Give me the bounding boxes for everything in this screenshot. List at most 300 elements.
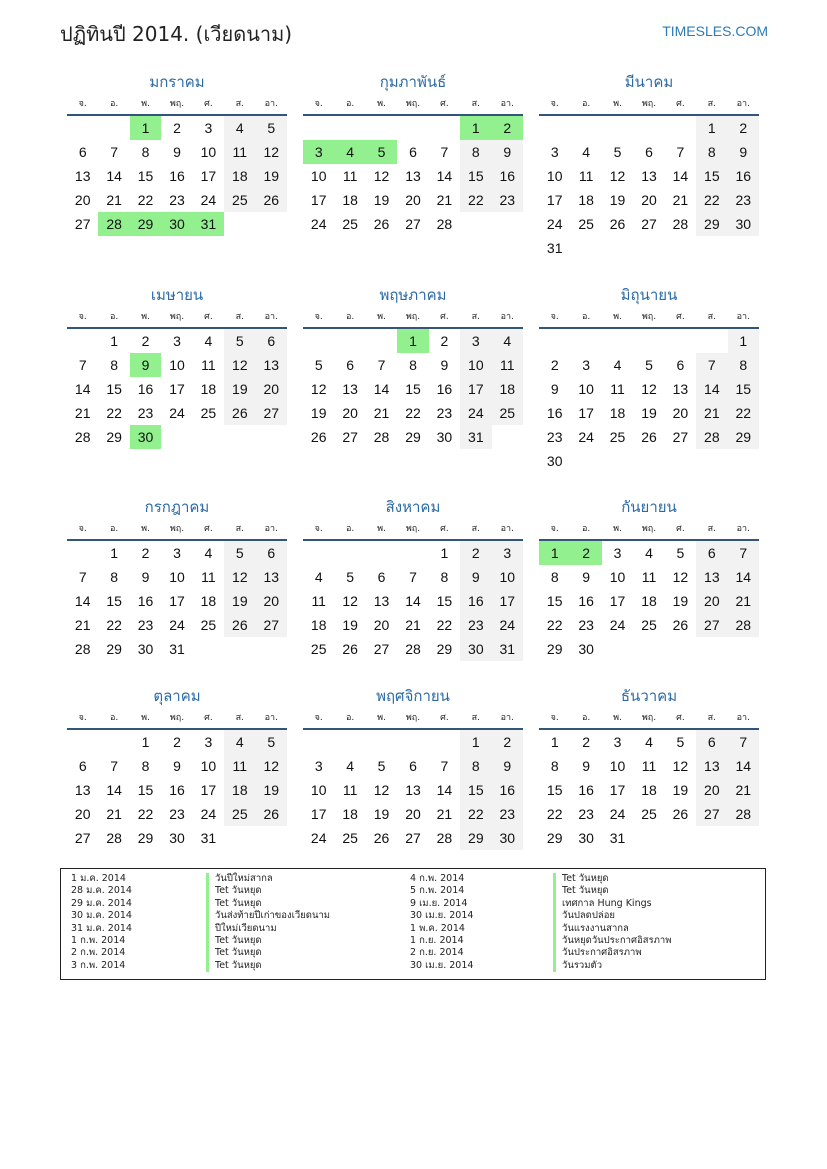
day-cell: 15 (405, 381, 421, 397)
empty-cell (602, 329, 633, 353)
day-cell: 28 (696, 425, 727, 449)
empty-cell (429, 730, 460, 754)
day-cell: 3 (550, 144, 559, 160)
weekday-label: ศ. (440, 99, 449, 109)
day-cell: 16 (436, 381, 453, 397)
legend-holiday-name: Tet วันหยุด (206, 898, 330, 910)
day-cell: 1 (130, 116, 161, 140)
empty-cell (67, 730, 98, 754)
day-cell: 29 (546, 830, 563, 846)
day-cell: 4 (613, 357, 622, 373)
day-cell: 4 (204, 333, 213, 349)
day-cell: 5 (676, 545, 685, 561)
day-cell: 16 (169, 782, 185, 798)
day-cell: 5 (676, 734, 685, 750)
weekday-label: ส. (707, 99, 716, 109)
month-block (539, 684, 759, 850)
empty-cell (539, 329, 570, 353)
day-cell: 25 (641, 617, 657, 633)
day-cell: 14 (106, 782, 122, 798)
day-cell: 18 (578, 192, 594, 208)
day-cell: 9 (728, 140, 759, 164)
weekday-label: ส. (471, 312, 480, 322)
month-title: สิงหาคม (385, 498, 441, 516)
day-cell: 16 (578, 782, 594, 798)
day-cell: 15 (546, 593, 563, 609)
day-cell: 7 (676, 144, 685, 160)
weekday-label: ศ. (204, 312, 213, 322)
weekday-label: ส. (235, 713, 244, 723)
day-cell: 30 (460, 637, 491, 661)
weekday-label: จ. (550, 524, 559, 534)
legend-holiday-name: Tet วันหยุด (206, 935, 330, 947)
month-block (539, 70, 759, 260)
weekday-label: อา. (736, 713, 750, 723)
day-cell: 8 (460, 754, 491, 778)
day-cell: 26 (256, 802, 287, 826)
weekday-label: อา. (736, 312, 750, 322)
day-cell: 18 (310, 617, 327, 633)
day-cell: 28 (405, 641, 421, 657)
day-cell: 24 (460, 401, 491, 425)
day-cell: 11 (224, 754, 255, 778)
day-cell: 13 (256, 353, 287, 377)
day-cell: 13 (256, 565, 287, 589)
day-cell: 11 (311, 593, 326, 609)
day-cell: 4 (645, 545, 653, 561)
day-cell: 6 (409, 758, 417, 774)
month-block (67, 495, 287, 661)
day-cell: 8 (141, 144, 150, 160)
legend-dates-right (410, 873, 473, 972)
day-cell: 24 (578, 429, 594, 445)
day-cell: 13 (74, 782, 91, 798)
weekday-label: อา. (500, 99, 514, 109)
day-cell: 5 (314, 357, 323, 373)
day-cell: 17 (460, 377, 491, 401)
day-cell: 7 (78, 569, 87, 585)
day-cell: 17 (609, 782, 626, 798)
weekday-label: ศ. (676, 713, 685, 723)
day-cell: 7 (377, 357, 386, 373)
day-cell: 31 (200, 830, 217, 846)
weekday-label: ศ. (204, 99, 213, 109)
day-cell: 17 (200, 782, 217, 798)
day-grid (67, 116, 287, 236)
day-cell: 25 (310, 641, 327, 657)
weekday-label: พ. (613, 312, 622, 322)
day-cell: 22 (546, 806, 563, 822)
day-cell: 27 (405, 216, 421, 232)
day-cell: 3 (303, 140, 334, 164)
day-cell: 22 (137, 192, 154, 208)
day-cell: 4 (334, 140, 365, 164)
day-cell: 22 (106, 405, 122, 421)
weekday-label: ศ. (204, 524, 213, 534)
empty-cell (429, 116, 460, 140)
day-cell: 25 (342, 216, 358, 232)
day-grid (303, 541, 523, 661)
day-cell: 10 (169, 357, 185, 373)
day-cell: 6 (78, 144, 87, 160)
weekday-label: อ. (581, 312, 591, 322)
day-cell: 1 (460, 116, 491, 140)
day-cell: 26 (609, 216, 626, 232)
legend-holiday-name: Tet วันหยุด (553, 885, 671, 897)
empty-cell (397, 730, 428, 754)
day-cell: 19 (672, 782, 689, 798)
day-cell: 7 (110, 758, 119, 774)
legend-holiday-name: เทศกาล Hung Kings (553, 898, 671, 910)
day-cell: 31 (609, 830, 626, 846)
day-cell: 12 (641, 381, 657, 397)
day-cell: 26 (672, 617, 689, 633)
month-title: มกราคม (149, 73, 205, 91)
day-cell: 13 (74, 168, 91, 184)
month-block (539, 283, 759, 473)
day-cell: 2 (550, 357, 559, 373)
legend-holiday-name: วันแรงงานสากล (553, 923, 671, 935)
day-cell: 30 (137, 641, 154, 657)
empty-cell (98, 730, 129, 754)
month-block (67, 684, 287, 850)
day-cell: 29 (460, 826, 491, 850)
weekday-label: พฤ. (641, 524, 657, 534)
weekday-label: อ. (345, 99, 355, 109)
day-cell: 28 (74, 641, 91, 657)
day-cell: 14 (74, 593, 91, 609)
day-cell: 3 (492, 541, 523, 565)
day-cell: 4 (645, 734, 653, 750)
day-cell: 5 (224, 329, 255, 353)
day-cell: 29 (728, 425, 759, 449)
weekday-header (67, 519, 287, 541)
day-cell: 1 (550, 734, 559, 750)
day-cell: 8 (550, 758, 559, 774)
day-cell: 21 (672, 192, 689, 208)
day-cell: 13 (696, 565, 727, 589)
day-cell: 10 (310, 168, 327, 184)
legend-date: 30 เม.ย. 2014 (410, 910, 474, 922)
legend-holiday-name: วันประกาศอิสรภาพ (553, 947, 671, 959)
legend-holiday-name: ปีใหม่เวียดนาม (206, 923, 330, 935)
month-title: ธันวาคม (620, 687, 678, 705)
day-cell: 26 (641, 429, 657, 445)
day-cell: 18 (641, 593, 657, 609)
day-cell: 17 (310, 192, 327, 208)
weekday-label: พ. (141, 524, 150, 534)
day-cell: 9 (460, 565, 491, 589)
day-cell: 30 (169, 830, 185, 846)
empty-cell (334, 730, 365, 754)
day-cell: 6 (696, 541, 727, 565)
day-cell: 8 (110, 569, 119, 585)
legend-holiday-name: วันหยุดวันประกาศอิสรภาพ (553, 935, 671, 947)
weekday-label: ส. (235, 524, 244, 534)
day-cell: 31 (169, 641, 185, 657)
weekday-header (67, 307, 287, 329)
weekday-label: จ. (314, 713, 323, 723)
legend-holiday-name: วันส่งท้ายปีเก่าของเวียดนาม (206, 910, 330, 922)
day-grid (67, 730, 287, 850)
day-cell: 16 (728, 164, 759, 188)
day-cell: 15 (460, 164, 491, 188)
day-cell: 18 (200, 593, 217, 609)
day-cell: 15 (460, 778, 491, 802)
day-cell: 14 (728, 565, 759, 589)
day-cell: 22 (405, 405, 421, 421)
day-cell: 31 (492, 637, 523, 661)
day-cell: 5 (256, 730, 287, 754)
day-cell: 18 (224, 778, 255, 802)
day-grid (67, 329, 287, 449)
day-cell: 19 (342, 617, 358, 633)
weekday-label: พ. (377, 99, 386, 109)
legend-date: 2 ก.พ. 2014 (71, 947, 126, 959)
legend-date: 28 ม.ค. 2014 (71, 885, 132, 897)
day-cell: 9 (492, 754, 523, 778)
weekday-label: พ. (377, 312, 386, 322)
day-cell: 12 (310, 381, 327, 397)
weekday-label: พฤ. (169, 713, 185, 723)
weekday-label: พฤ. (405, 99, 421, 109)
weekday-label: ส. (235, 99, 244, 109)
day-cell: 24 (169, 617, 185, 633)
day-cell: 30 (578, 830, 594, 846)
day-cell: 20 (342, 405, 358, 421)
day-cell: 13 (672, 381, 689, 397)
day-cell: 19 (224, 377, 255, 401)
weekday-label: จ. (78, 713, 87, 723)
day-cell: 9 (141, 569, 150, 585)
day-cell: 28 (98, 212, 129, 236)
weekday-label: จ. (78, 312, 87, 322)
weekday-label: อา. (264, 99, 278, 109)
day-cell: 3 (204, 734, 213, 750)
legend-date: 1 พ.ค. 2014 (410, 922, 465, 934)
weekday-label: พฤ. (405, 312, 421, 322)
day-cell: 19 (224, 589, 255, 613)
day-cell: 18 (492, 377, 523, 401)
empty-cell (67, 541, 98, 565)
day-cell: 1 (728, 329, 759, 353)
day-cell: 22 (436, 617, 453, 633)
day-cell: 11 (641, 569, 657, 585)
day-grid (303, 730, 523, 850)
day-cell: 28 (728, 613, 759, 637)
weekday-label: พฤ. (169, 312, 185, 322)
day-cell: 2 (492, 730, 523, 754)
weekday-label: พฤ. (641, 99, 657, 109)
day-cell: 29 (436, 641, 453, 657)
day-cell: 1 (440, 545, 449, 561)
day-cell: 6 (676, 357, 685, 373)
weekday-label: พ. (141, 99, 150, 109)
empty-cell (334, 541, 365, 565)
day-cell: 10 (200, 758, 217, 774)
weekday-label: ศ. (440, 713, 449, 723)
day-cell: 12 (672, 758, 689, 774)
day-cell: 15 (696, 164, 727, 188)
day-cell: 22 (460, 188, 491, 212)
day-cell: 30 (130, 425, 161, 449)
day-cell: 17 (200, 168, 217, 184)
day-cell: 28 (672, 216, 689, 232)
day-cell: 14 (436, 168, 453, 184)
day-cell: 20 (256, 589, 287, 613)
weekday-header (303, 307, 523, 329)
day-cell: 14 (106, 168, 122, 184)
empty-cell (602, 116, 633, 140)
day-cell: 12 (672, 569, 689, 585)
day-cell: 21 (106, 192, 122, 208)
day-cell: 16 (492, 164, 523, 188)
day-cell: 26 (672, 806, 689, 822)
month-title: มีนาคม (624, 73, 674, 91)
day-cell: 16 (137, 381, 154, 397)
day-cell: 12 (373, 168, 390, 184)
day-cell: 25 (200, 617, 217, 633)
weekday-label: พ. (613, 524, 622, 534)
weekday-label: พฤ. (169, 99, 185, 109)
legend-names-left (206, 873, 330, 972)
day-cell: 27 (696, 613, 727, 637)
weekday-label: จ. (550, 99, 559, 109)
day-cell: 17 (492, 589, 523, 613)
day-cell: 8 (460, 140, 491, 164)
day-cell: 7 (728, 541, 759, 565)
day-cell: 16 (460, 589, 491, 613)
weekday-header (67, 94, 287, 116)
day-cell: 10 (310, 782, 327, 798)
day-cell: 6 (377, 569, 386, 585)
day-cell: 11 (224, 140, 255, 164)
day-grid (539, 329, 759, 473)
day-cell: 21 (728, 589, 759, 613)
day-cell: 16 (578, 593, 594, 609)
day-cell: 9 (173, 758, 181, 774)
day-cell: 31 (193, 212, 224, 236)
day-cell: 27 (373, 641, 390, 657)
day-cell: 2 (460, 541, 491, 565)
day-cell: 13 (641, 168, 657, 184)
day-cell: 7 (409, 569, 417, 585)
day-cell: 20 (373, 617, 390, 633)
day-cell: 15 (546, 782, 563, 798)
weekday-label: พ. (141, 713, 150, 723)
day-cell: 24 (546, 216, 563, 232)
day-cell: 4 (346, 758, 355, 774)
holiday-legend (60, 868, 766, 980)
day-cell: 20 (405, 192, 421, 208)
day-cell: 27 (641, 216, 657, 232)
month-title: กุมภาพันธ์ (379, 73, 447, 91)
weekday-label: พฤ. (641, 312, 657, 322)
weekday-label: อา. (500, 713, 514, 723)
legend-date: 2 ก.ย. 2014 (410, 947, 464, 959)
day-cell: 10 (460, 353, 491, 377)
day-cell: 26 (224, 401, 255, 425)
day-cell: 27 (256, 401, 287, 425)
month-title: มิถุนายน (620, 286, 678, 304)
legend-date: 1 ม.ค. 2014 (71, 873, 126, 884)
day-cell: 20 (405, 806, 421, 822)
day-grid (67, 541, 287, 661)
day-cell: 11 (578, 168, 594, 184)
day-cell: 28 (436, 216, 453, 232)
day-cell: 17 (578, 405, 594, 421)
day-cell: 14 (74, 381, 91, 397)
day-cell: 18 (342, 192, 358, 208)
day-cell: 27 (256, 613, 287, 637)
weekday-label: จ. (78, 524, 87, 534)
weekday-label: อา. (736, 99, 750, 109)
weekday-label: ส. (707, 713, 716, 723)
day-cell: 1 (397, 329, 428, 353)
day-cell: 23 (578, 617, 594, 633)
day-cell: 23 (460, 613, 491, 637)
legend-date: 1 ก.ย. 2014 (410, 934, 464, 946)
day-cell: 20 (672, 405, 689, 421)
day-cell: 4 (204, 545, 213, 561)
month-block (67, 70, 287, 236)
day-cell: 10 (609, 569, 626, 585)
month-block (303, 684, 523, 850)
weekday-label: อ. (345, 312, 355, 322)
day-cell: 6 (645, 144, 653, 160)
weekday-label: พ. (377, 524, 386, 534)
day-cell: 6 (78, 758, 87, 774)
day-cell: 18 (342, 806, 358, 822)
day-cell: 28 (74, 429, 91, 445)
day-cell: 2 (570, 541, 601, 565)
weekday-label: จ. (550, 713, 559, 723)
day-cell: 14 (405, 593, 421, 609)
day-cell: 11 (342, 168, 358, 184)
day-cell: 21 (106, 806, 122, 822)
day-cell: 24 (609, 617, 626, 633)
weekday-label: อา. (736, 524, 750, 534)
day-cell: 23 (169, 192, 185, 208)
day-cell: 22 (137, 806, 154, 822)
day-cell: 8 (440, 569, 449, 585)
day-cell: 18 (641, 782, 657, 798)
day-cell: 20 (256, 377, 287, 401)
day-cell: 5 (377, 758, 386, 774)
month-block (67, 283, 287, 449)
day-cell: 27 (342, 429, 358, 445)
day-cell: 1 (460, 730, 491, 754)
day-cell: 10 (492, 565, 523, 589)
day-cell: 18 (224, 164, 255, 188)
month-block (303, 283, 523, 449)
month-title: กรกฎาคม (144, 498, 210, 516)
day-cell: 11 (610, 381, 625, 397)
weekday-header (539, 708, 759, 730)
day-cell: 9 (173, 144, 181, 160)
day-grid (303, 329, 523, 449)
empty-cell (366, 730, 397, 754)
day-cell: 1 (110, 333, 119, 349)
weekday-label: ศ. (676, 524, 685, 534)
day-cell: 23 (546, 429, 563, 445)
day-cell: 3 (613, 734, 622, 750)
brand-link[interactable]: TIMESLES.COM (662, 23, 768, 39)
empty-cell (539, 116, 570, 140)
day-cell: 25 (492, 401, 523, 425)
day-cell: 11 (641, 758, 657, 774)
day-cell: 12 (342, 593, 358, 609)
